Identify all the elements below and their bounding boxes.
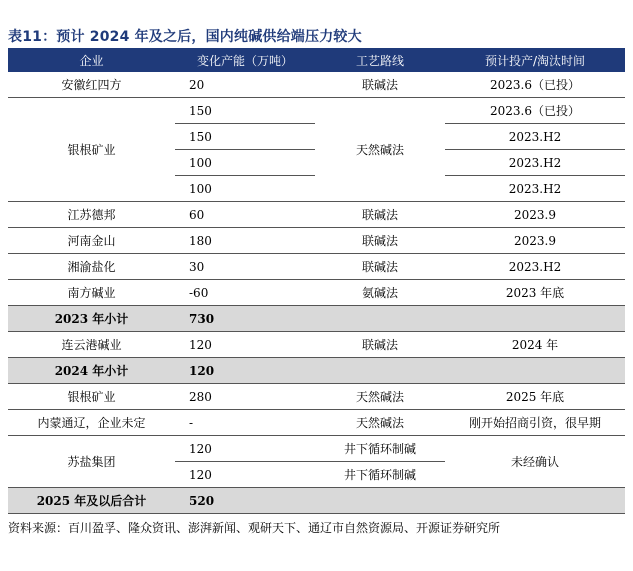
- time-cell: 2023.H2: [445, 124, 625, 150]
- process-cell: 天然碱法: [315, 410, 445, 436]
- total-value: 520: [175, 488, 315, 514]
- capacity-cell: 30: [175, 254, 315, 280]
- company-cell: 银根矿业: [8, 384, 175, 410]
- capacity-cell: 280: [175, 384, 315, 410]
- capacity-cell: -60: [175, 280, 315, 306]
- company-cell: 安徽红四方: [8, 72, 175, 98]
- table-row: [8, 98, 625, 124]
- total-label: 2025 年及以后合计: [8, 488, 175, 514]
- process-cell: 联碱法: [315, 228, 445, 254]
- time-cell: 刚开始招商引资，很早期: [445, 410, 625, 436]
- table-title: 表11：预计 2024 年及之后，国内纯碱供给端压力较大: [8, 29, 362, 45]
- subtotal-label: 2024 年小计: [8, 358, 175, 384]
- company-cell: 湘渝盐化: [8, 254, 175, 280]
- process-cell: 联碱法: [315, 72, 445, 98]
- time-cell: 2023 年底: [445, 280, 625, 306]
- capacity-cell: 180: [175, 228, 315, 254]
- subtotal-label: 2023 年小计: [8, 306, 175, 332]
- time-cell: 2023.6（已投）: [445, 72, 625, 98]
- table-header-row: [8, 48, 625, 72]
- table-row: [8, 384, 625, 410]
- header-capacity: 变化产能（万吨）: [175, 48, 315, 72]
- capacity-cell: -: [175, 410, 315, 436]
- time-cell: 2023.H2: [445, 150, 625, 176]
- capacity-cell: 150: [175, 124, 315, 150]
- subtotal-value: 730: [175, 306, 315, 332]
- table-row: [8, 254, 625, 280]
- capacity-cell: 150: [175, 98, 315, 124]
- company-cell: 连云港碱业: [8, 332, 175, 358]
- table-row: [8, 410, 625, 436]
- table-row: [8, 280, 625, 306]
- subtotal-row-2023: [8, 306, 625, 332]
- time-cell: 2023.6（已投）: [445, 98, 625, 124]
- subtotal-value: 120: [175, 358, 315, 384]
- table-row: [8, 228, 625, 254]
- process-cell: 井下循环制碱: [315, 436, 445, 462]
- time-cell: 2024 年: [445, 332, 625, 358]
- capacity-cell: 60: [175, 202, 315, 228]
- process-cell: 井下循环制碱: [315, 462, 445, 488]
- process-cell: 联碱法: [315, 332, 445, 358]
- time-cell: 2025 年底: [445, 384, 625, 410]
- time-cell: 2023.H2: [445, 176, 625, 202]
- header-process: 工艺路线: [315, 48, 445, 72]
- company-cell: 苏盐集团: [8, 436, 175, 488]
- header-time: 预计投产/淘汰时间: [445, 48, 625, 72]
- company-cell: 河南金山: [8, 228, 175, 254]
- subtotal-row-2024: [8, 358, 625, 384]
- capacity-cell: 20: [175, 72, 315, 98]
- time-cell: 未经确认: [445, 436, 625, 488]
- process-cell: 联碱法: [315, 254, 445, 280]
- company-cell: 内蒙通辽，企业未定: [8, 410, 175, 436]
- table-row: [8, 436, 625, 462]
- capacity-cell: 100: [175, 176, 315, 202]
- source-note: 资料来源：百川盈孚、隆众资讯、澎湃新闻、观研天下、通辽市自然资源局、开源证券研究所: [8, 521, 501, 535]
- time-cell: 2023.9: [445, 202, 625, 228]
- time-cell: 2023.H2: [445, 254, 625, 280]
- process-cell: 天然碱法: [315, 98, 445, 202]
- company-cell: 南方碱业: [8, 280, 175, 306]
- company-cell: 银根矿业: [8, 98, 175, 202]
- process-cell: 联碱法: [315, 202, 445, 228]
- company-cell: 江苏德邦: [8, 202, 175, 228]
- total-row: [8, 488, 625, 514]
- table-row: [8, 332, 625, 358]
- process-cell: 氨碱法: [315, 280, 445, 306]
- table-row: [8, 202, 625, 228]
- process-cell: 天然碱法: [315, 384, 445, 410]
- capacity-cell: 100: [175, 150, 315, 176]
- capacity-cell: 120: [175, 332, 315, 358]
- capacity-cell: 120: [175, 436, 315, 462]
- time-cell: 2023.9: [445, 228, 625, 254]
- capacity-table: [8, 48, 625, 514]
- table-row: [8, 72, 625, 98]
- capacity-cell: 120: [175, 462, 315, 488]
- header-company: 企业: [8, 48, 175, 72]
